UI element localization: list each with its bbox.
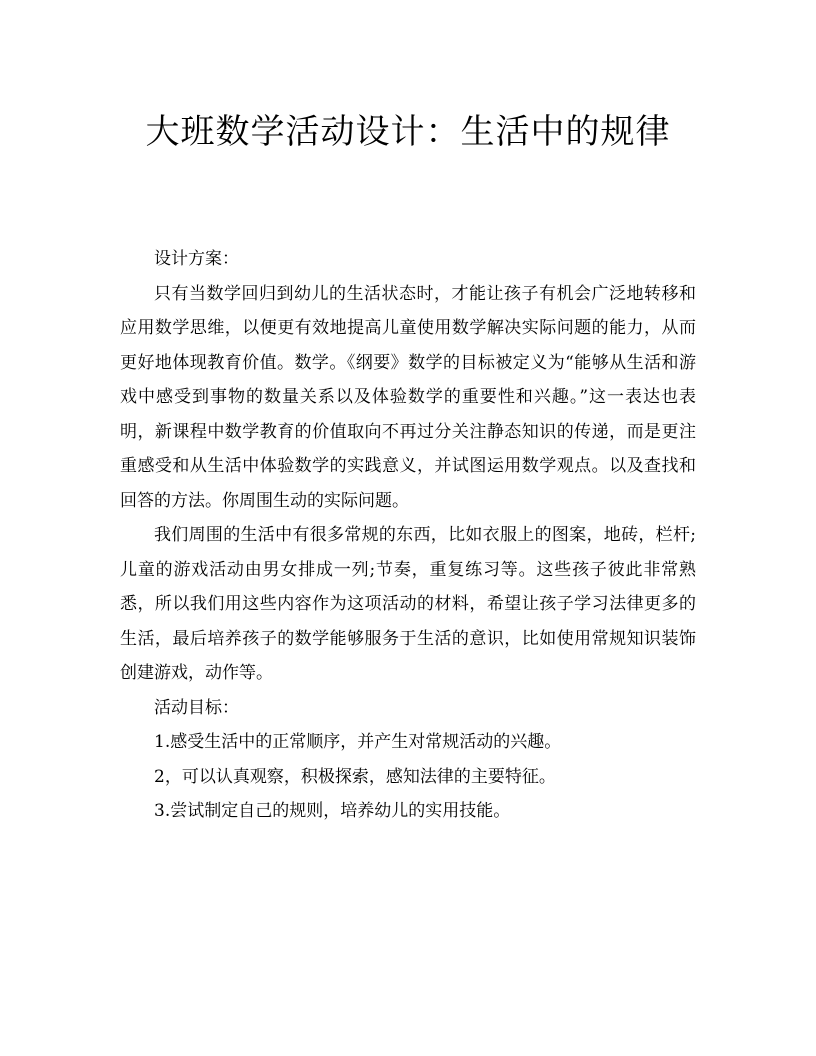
paragraph-life-patterns: 我们周围的生活中有很多常规的东西，比如衣服上的图案，地砖，栏杆;儿童的游戏活动由男女排成一列;节奏，重复练习等。这些孩子彼此非常熟悉，所以我们用这些内容作为这项活动的材料，希望让孩子学习法律更多的生活，最后培养孩子的数学能够服务于生活的意识，比如使用常规知识装饰创建游戏，动作等。 <box>120 525 696 683</box>
section-heading-design-plan: 设计方案： <box>154 249 239 269</box>
section-heading-activity-goals: 活动目标： <box>154 697 239 718</box>
document-title: 大班数学活动设计：生活中的规律 <box>145 112 671 152</box>
goal-item-1: 1.感受生活中的正常顺序，并产生对常规活动的兴趣。 <box>154 732 562 752</box>
goal-item-2: 2，可以认真观察，积极探索，感知法律的主要特征。 <box>154 766 556 787</box>
document-body <box>120 242 696 829</box>
paragraph-design-rationale: 只有当数学回归到幼儿的生活状态时，才能让孩子有机会广泛地转移和应用数学思维，以便更有效地提高儿童使用数学解决实际问题的能力，从而更好地体现教育价值。数学。《纲要》数学的目标被定义为“能够从生活和游戏中感受到事物的数量关系以及体验数学的重要性和兴趣。”这一表达也表明，新课程中数学教育的价值取向不再过分关注静态知识的传递，而是更注重感受和从生活中体验数学的实践意义，并试图运用数学观点。以及查找和回答的方法。你周围生动的实际问题。 <box>120 283 696 511</box>
goal-item-3: 3.尝试制定自己的规则，培养幼儿的实用技能。 <box>154 801 511 821</box>
